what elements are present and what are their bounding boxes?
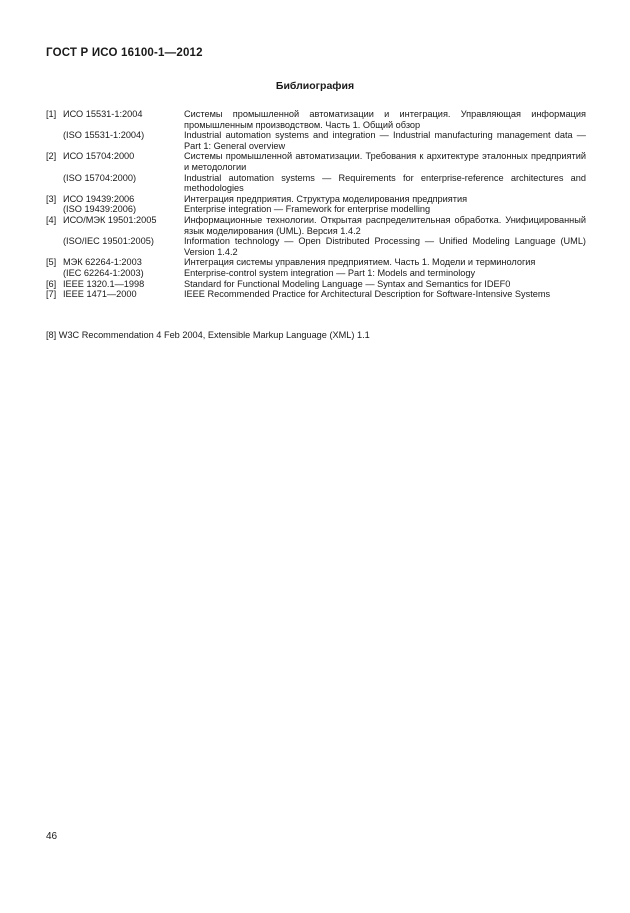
entry-number <box>46 268 63 279</box>
bibliography-entry <box>46 268 586 279</box>
bibliography-entry <box>46 215 586 236</box>
entry-description: IEEE Recommended Practice for Architectural Description for Software-Intensive Systems <box>184 289 551 300</box>
section-title <box>0 80 630 92</box>
entry-description: Интеграция системы управления предприятием. Часть 1. Модели и терминология <box>184 257 536 268</box>
entry-number: [3] <box>46 193 57 204</box>
entry-description: Industrial automation systems and integration — Industrial manufacturing management data — Part 1: General overview <box>184 130 586 151</box>
document-code-header: ГОСТ Р ИСО 16100-1—2012 <box>46 47 203 59</box>
bibliography-extra-entry: [8] W3C Recommendation 4 Feb 2004, Extensible Markup Language (XML) 1.1 <box>46 330 370 340</box>
bibliography-entry <box>46 257 586 268</box>
entry-reference: МЭК 62264-1:2003 <box>63 257 142 268</box>
entry-number <box>46 236 63 257</box>
entry-description: Интеграция предприятия. Структура моделирования предприятия <box>184 193 468 204</box>
entry-reference: IEEE 1471—2000 <box>63 289 137 300</box>
entry-description: Системы промышленной автоматизации и интеграция. Управляющая информация промышленным производством. Часть 1. Общий обзор <box>184 109 586 130</box>
bibliography-entry <box>46 279 586 290</box>
entry-description: Standard for Functional Modeling Language — Syntax and Semantics for IDEF0 <box>184 278 511 289</box>
bibliography-entry <box>46 194 586 205</box>
entry-reference: (ISO 19439:2006) <box>63 204 137 215</box>
entry-reference: ИСО 15704:2000 <box>63 151 135 162</box>
entry-description: Информационные технологии. Открытая распределительная обработка. Унифицированный язык моделирования (UML). Версия 1.4.2 <box>184 214 586 236</box>
entry-reference: ИСО/МЭК 19501:2005 <box>63 214 157 225</box>
entry-reference: ИСО 19439:2006 <box>63 193 135 204</box>
entry-reference: IEEE 1320.1—1998 <box>63 278 145 289</box>
bibliography-entry <box>46 204 586 215</box>
entry-reference: (ISO 15704:2000) <box>63 172 137 183</box>
entry-number <box>46 173 63 194</box>
bibliography-entry <box>46 289 586 300</box>
bibliography-entry <box>46 109 586 130</box>
entry-number <box>46 130 63 151</box>
page-number: 46 <box>46 831 58 842</box>
entry-description: Системы промышленной автоматизации. Требования к архитектуре эталонных предприятий и методологии <box>184 151 586 172</box>
entry-description: Enterprise integration — Framework for enterprise modelling <box>184 204 431 215</box>
bibliography-entry <box>46 151 586 172</box>
entry-description: Enterprise-control system integration — Part 1: Models and terminology <box>184 267 476 278</box>
bibliography-entry <box>46 130 586 151</box>
entry-description: Information technology — Open Distributed Processing — Unified Modeling Language (UML) Version 1.4.2 <box>184 236 586 257</box>
entry-reference: (ISO/IEC 19501:2005) <box>63 236 154 247</box>
entry-number <box>46 204 63 215</box>
entry-number: [7] <box>46 289 57 300</box>
entry-number: [6] <box>46 278 57 289</box>
entry-number: [1] <box>46 109 57 119</box>
entry-description: Industrial automation systems — Requirements for enterprise-reference architectures and methodologies <box>184 172 586 194</box>
entry-number: [2] <box>46 151 57 162</box>
bibliography-list <box>46 109 586 300</box>
entry-number: [4] <box>46 214 57 225</box>
entry-reference: (ISO 15531-1:2004) <box>63 130 145 141</box>
entry-number: [5] <box>46 257 57 268</box>
bibliography-entry <box>46 173 586 194</box>
bibliography-title: Библиография <box>275 80 355 92</box>
entry-reference: ИСО 15531-1:2004 <box>63 109 143 119</box>
bibliography-entry <box>46 236 586 257</box>
entry-reference: (IEC 62264-1:2003) <box>63 267 144 278</box>
